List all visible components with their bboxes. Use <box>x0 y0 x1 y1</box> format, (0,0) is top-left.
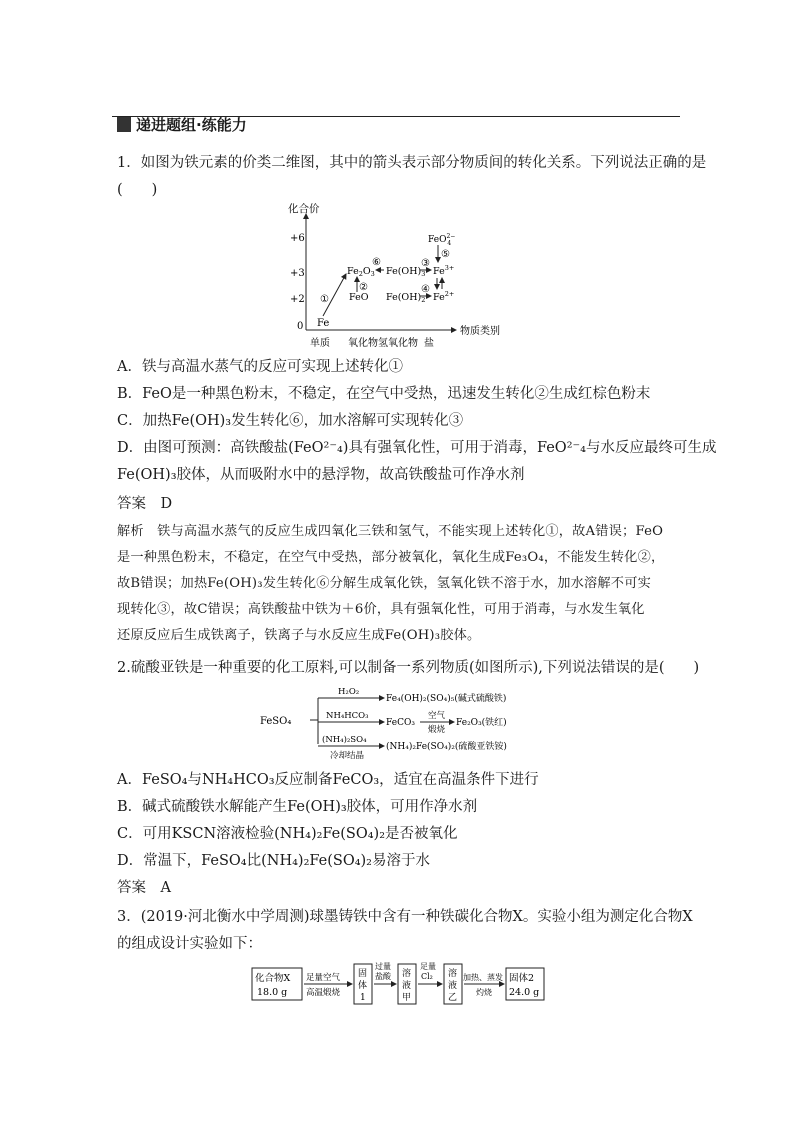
q3-stem-line2: 的组成设计实验如下： <box>117 936 262 952</box>
box1-line2: 18.0 g <box>257 987 288 998</box>
q2-stem: 2.硫酸亚铁是一种重要的化工原料,可以制备一系列物质(如图所示),下列说法错误的是( ) <box>117 660 700 676</box>
x-tick-label: 氧化物 <box>348 338 378 349</box>
section-header: 递进题组·练能力 <box>136 116 247 134</box>
start-feso4: FeSO₄ <box>260 716 292 727</box>
box4-char: 乙 <box>448 993 458 1003</box>
branch2-cond-top: 空气 <box>428 711 446 721</box>
arrow-label-5: ⑤ <box>441 249 450 260</box>
step4-top: 加热、蒸发 <box>463 973 503 982</box>
q1-option-c: C．加热Fe(OH)₃发生转化⑥，加水溶解可实现转化③ <box>117 413 464 429</box>
species-feo4: FeO$^{2-}$ 4 <box>428 233 456 247</box>
box1-line1: 化合物X <box>255 973 291 984</box>
species-fe3plus: $Fe^{3+}$ <box>433 264 455 277</box>
arrow-label-6: ⑥ <box>372 257 381 268</box>
x-tick-label: 盐 <box>424 338 434 349</box>
box4-char: 溶 <box>448 969 458 979</box>
x-tick-label: 氢氧化物 <box>378 338 418 349</box>
box4-char: 液 <box>448 981 458 991</box>
y-tick-label: +6 <box>290 233 305 244</box>
branch1-reagent: H₂O₂ <box>338 687 360 697</box>
q2-option-a: A．FeSO₄与NH₄HCO₃反应制备FeCO₃，适宜在高温条件下进行 <box>117 772 539 788</box>
box5-line1: 固体2 <box>509 973 535 984</box>
y-tick-label: +3 <box>290 268 305 279</box>
y-tick-label: 0 <box>297 321 304 332</box>
q1-option-d-line1: D．由图可预测：高铁酸盐(FeO²⁻₄)具有强氧化性，可用于消毒，FeO²⁻₄与水反应最终可生成 <box>117 440 717 456</box>
step1-top: 足量空气 <box>306 973 341 983</box>
q1-analysis-line: 现转化③，故C错误；高铁酸盐中铁为＋6价，具有强氧化性，可用于消毒，与水发生氧化 <box>117 602 645 617</box>
branch2-mid: FeCO₃ <box>386 718 415 728</box>
q2-option-b: B．碱式硫酸铁水解能产生Fe(OH)₃胶体，可用作净水剂 <box>117 799 478 815</box>
species-feo: FeO <box>349 292 369 303</box>
q1-option-d-line2: Fe(OH)₃胶体，从而吸附水中的悬浮物，故高铁酸盐可作净水剂 <box>117 467 525 483</box>
q3-stem-line1: 3．(2019·河北衡水中学周测)球墨铸铁中含有一种铁碳化合物X。实验小组为测定化合物X <box>117 909 693 925</box>
q1-analysis-line: 解析 铁与高温水蒸气的反应生成四氧化三铁和氢气，不能实现上述转化①，故A错误；FeO <box>117 524 664 539</box>
q1-option-b: B．FeO是一种黑色粉末，不稳定，在空气中受热，迅速发生转化②生成红棕色粉末 <box>117 386 651 402</box>
arrow-label-4: ④ <box>421 284 430 295</box>
step1-bottom: 高温煅烧 <box>306 988 341 998</box>
box5-line2: 24.0 g <box>509 987 540 998</box>
arrow-label-3: ③ <box>421 258 430 269</box>
step4-bottom: 灼烧 <box>476 988 492 997</box>
x-tick-label: 单质 <box>310 338 330 349</box>
box3-char: 溶 <box>402 969 412 979</box>
branch3-reagent: (NH₄)₂SO₄ <box>322 735 367 745</box>
section-header-marker <box>117 117 131 132</box>
q2-answer: 答案 A <box>117 880 171 896</box>
box2-char: 固 <box>358 969 368 979</box>
species-feoh2: $Fe(OH)_2$ <box>386 292 426 304</box>
q2-option-c: C．可用KSCN溶液检验(NH₄)₂Fe(SO₄)₂是否被氧化 <box>117 826 458 842</box>
q1-stem-line1: 1．如图为铁元素的价类二维图，其中的箭头表示部分物质间的转化关系。下列说法正确的是 <box>117 155 707 171</box>
species-fe2o3: $Fe_2O_3$ <box>347 266 375 278</box>
y-axis-label: 化合价 <box>288 203 320 215</box>
branch2-product: Fe₂O₃(铁红) <box>456 718 507 728</box>
box2-char: 1 <box>360 993 366 1003</box>
step2-top1: 过量 <box>375 962 391 971</box>
box3-char: 甲 <box>402 993 412 1003</box>
y-tick-label: +2 <box>290 294 305 305</box>
q2-preparation-diagram <box>258 684 558 762</box>
branch2-reagent: NH₄HCO₃ <box>326 711 369 721</box>
q1-analysis-line: 还原反应后生成铁离子，铁离子与水反应生成Fe(OH)₃胶体。 <box>117 628 481 643</box>
q1-analysis-line: 是一种黑色粉末，不稳定，在空气中受热，部分被氧化，氧化生成Fe₃O₄，不能发生转化②， <box>117 550 665 565</box>
step3-top2: Cl₂ <box>421 972 433 981</box>
box2-char: 体 <box>358 981 368 991</box>
species-feoh3: $Fe(OH)_3$ <box>386 266 426 278</box>
species-fe2plus: $Fe^{2+}$ <box>433 290 455 303</box>
q1-valence-class-diagram <box>270 198 530 350</box>
q1-option-a: A．铁与高温水蒸气的反应可实现上述转化① <box>117 359 403 375</box>
branch2-cond-bottom: 煅烧 <box>428 725 446 735</box>
branch1-product: Fe₄(OH)₂(SO₄)₅(碱式硫酸铁) <box>386 694 507 704</box>
q1-analysis-line: 故B错误；加热Fe(OH)₃发生转化⑥分解生成氧化铁，氢氧化铁不溶于水，加水溶解不可实 <box>117 576 651 591</box>
branch3-cond: 冷却结晶 <box>330 751 365 761</box>
arrow-label-2: ② <box>359 282 368 293</box>
q1-answer: 答案 D <box>117 496 173 512</box>
q1-stem-line2: ( ) <box>117 182 158 198</box>
x-axis-label: 物质类别 <box>460 326 500 337</box>
step3-top1: 足量 <box>420 962 436 971</box>
box3-char: 液 <box>402 981 412 991</box>
step2-top2: 盐酸 <box>375 972 391 981</box>
branch3-product: (NH₄)₂Fe(SO₄)₂(硫酸亚铁铵) <box>386 742 507 752</box>
q3-experiment-flow <box>248 960 548 1006</box>
q2-option-d: D．常温下，FeSO₄比(NH₄)₂Fe(SO₄)₂易溶于水 <box>117 853 430 869</box>
arrow-label-1: ① <box>320 294 329 305</box>
species-fe: Fe <box>317 318 330 329</box>
